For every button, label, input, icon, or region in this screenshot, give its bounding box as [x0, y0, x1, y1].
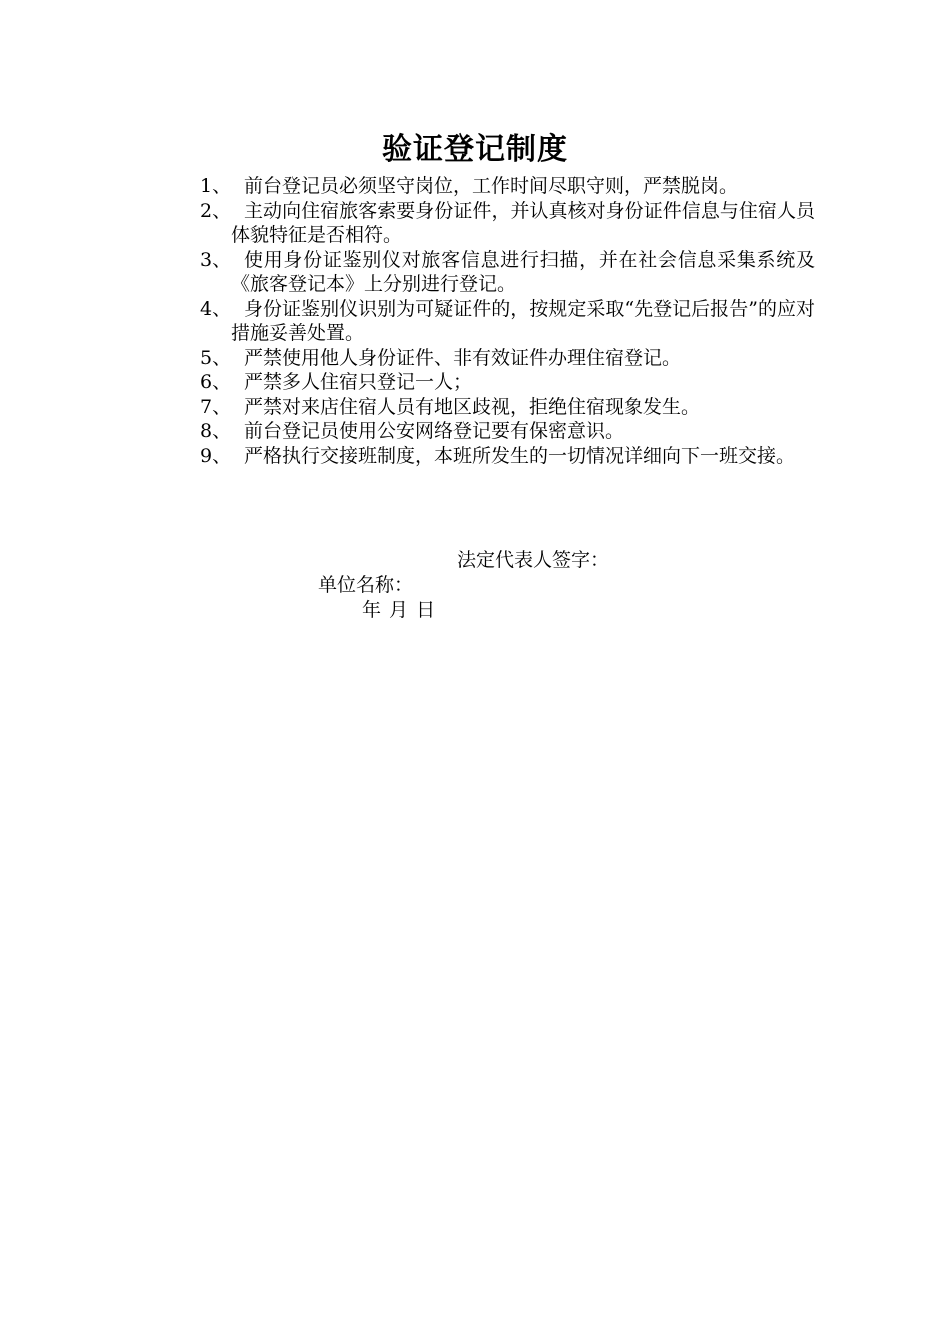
representative-signature-label: 法定代表人签字：: [457, 549, 610, 571]
rule-item: [200, 248, 815, 297]
rule-item: [200, 444, 815, 469]
rule-text: 严禁对来店住宿人员有地区歧视，拒绝住宿现象发生。: [244, 395, 701, 418]
rule-item: [200, 346, 815, 371]
rule-number: 7、: [200, 395, 232, 418]
rules-list: [200, 174, 815, 468]
rule-item: [200, 370, 815, 395]
rule-item: [200, 199, 815, 248]
rule-text: 严格执行交接班制度，本班所发生的一切情况详细向下一班交接。: [244, 444, 796, 467]
rule-number: 6、: [200, 371, 232, 393]
date-label: 年 月 日: [362, 599, 436, 621]
rule-item: [200, 174, 815, 199]
rule-text: 严禁多人住宿只登记一人；: [244, 371, 473, 393]
rule-item: [200, 395, 815, 420]
document-title: 验证登记制度: [382, 132, 568, 167]
rule-text: 使用身份证鉴别仪对旅客信息进行扫描，并在社会信息采集系统及《旅客登记本》上分别进行登记。: [231, 248, 815, 295]
rule-number: 5、: [200, 346, 232, 369]
unit-name-label: 单位名称：: [318, 574, 414, 596]
rule-text: 前台登记员必须坚守岗位，工作时间尽职守则，严禁脱岗。: [244, 175, 739, 197]
rule-number: 9、: [200, 444, 232, 467]
rule-text: 严禁使用他人身份证件、非有效证件办理住宿登记。: [244, 346, 682, 369]
rule-number: 8、: [200, 420, 232, 442]
rule-number: 1、: [200, 175, 232, 197]
rule-text: 主动向住宿旅客索要身份证件，并认真核对身份证件信息与住宿人员体貌特征是否相符。: [231, 199, 815, 246]
rule-item: [200, 297, 815, 346]
rule-text: 前台登记员使用公安网络登记要有保密意识。: [244, 420, 625, 442]
rule-number: 2、: [200, 199, 232, 222]
rule-number: 4、: [200, 297, 232, 320]
rule-text: 身份证鉴别仪识别为可疑证件的，按规定采取“先登记后报告”的应对措施妥善处置。: [231, 297, 815, 344]
rule-number: 3、: [200, 248, 232, 271]
rule-item: [200, 419, 815, 444]
